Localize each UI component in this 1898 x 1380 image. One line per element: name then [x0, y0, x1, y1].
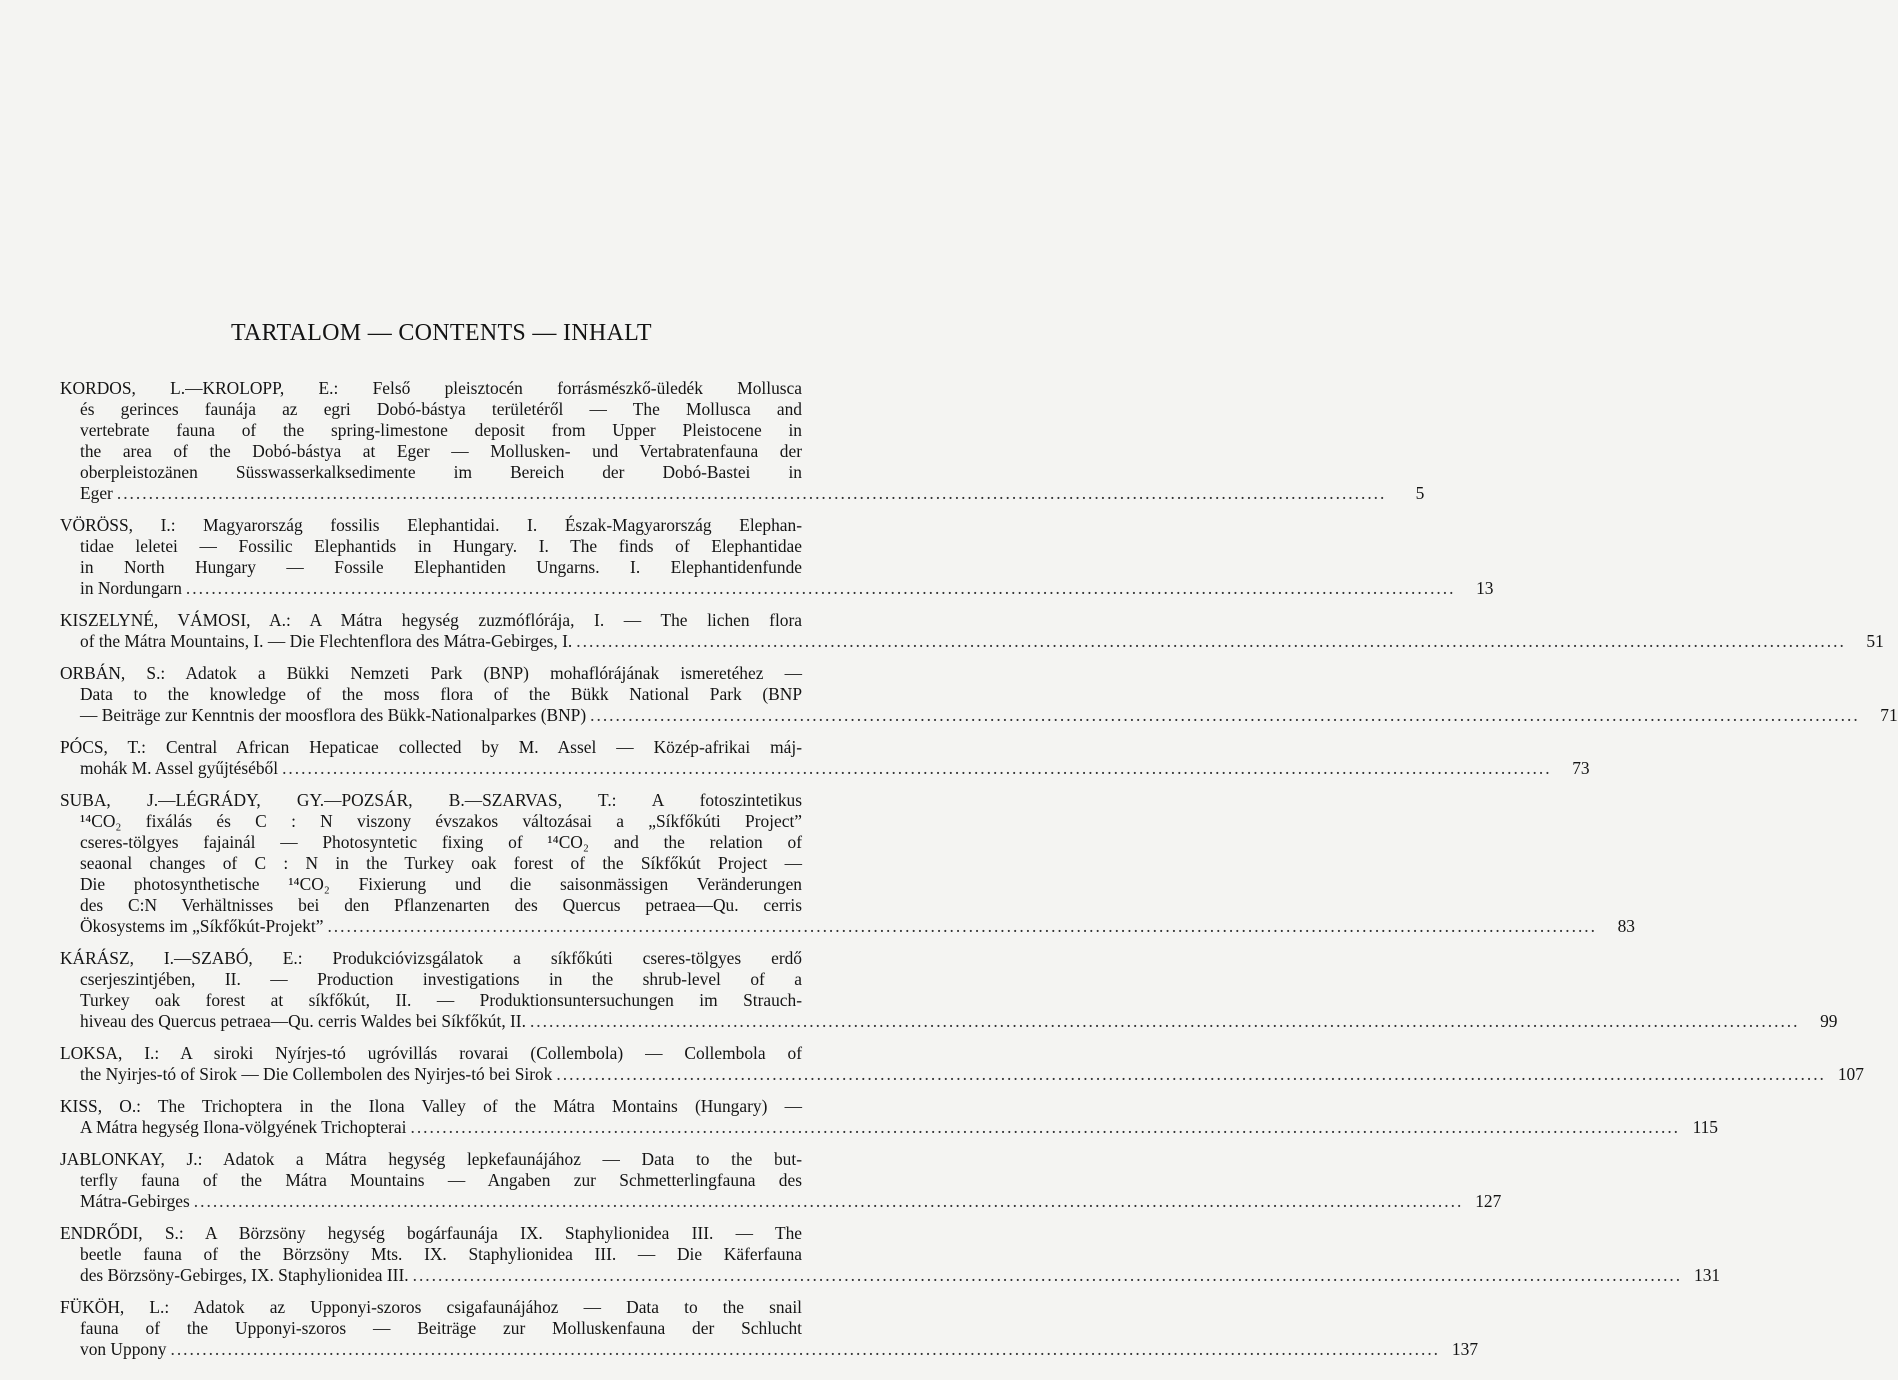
toc-entry-line: [60, 948, 802, 969]
toc-entry-line: [60, 684, 802, 705]
toc-entry-line: [60, 1244, 802, 1265]
toc-entry-text: PÓCS, T.: Central African Hepaticae collected by M. Assel — Közép-afrikai máj-: [60, 737, 802, 757]
toc-entry-line: [60, 399, 802, 420]
toc-entry-text: — Beiträge zur Kenntnis der moosflora des Bükk-Nationalparkes (BNP): [80, 705, 587, 725]
dot-leader: ........................................................................................................................................................................................................: [576, 631, 1846, 651]
toc-entry-text: terfly fauna of the Mátra Mountains — Angaben zur Schmetterlingfauna des: [80, 1170, 802, 1190]
page-number: 5: [1415, 483, 1425, 503]
dot-leader: ........................................................................................................................................................................................................: [170, 1339, 1441, 1359]
toc-entry-text: KORDOS, L.—KROLOPP, E.: Felső pleisztocén forrásmészkő-üledék Mollusca: [60, 378, 802, 398]
dot-leader: ........................................................................................................................................................................................................: [412, 1265, 1683, 1285]
contents-list: [60, 378, 1898, 1371]
toc-entry-line: [60, 515, 802, 536]
toc-entry-text: beetle fauna of the Börzsöny Mts. IX. Staphylionidea III. — Die Käferfauna: [80, 1244, 802, 1264]
toc-entry-text: von Uppony: [80, 1339, 167, 1359]
toc-entry-last-line: [60, 631, 1884, 652]
toc-entry-line: [60, 1043, 802, 1064]
toc-entry-text: seaonal changes of C : N in the Turkey oak forest of the Síkfőkút Project —: [80, 853, 802, 873]
toc-entry-line: [60, 1318, 802, 1339]
page-number: 83: [1617, 916, 1635, 936]
toc-entry-text: fauna of the Upponyi-szoros — Beiträge zur Molluskenfauna der Schlucht: [80, 1318, 802, 1338]
page-number: 107: [1837, 1064, 1864, 1084]
toc-entry-last-line: [60, 1339, 1479, 1360]
dot-leader: ........................................................................................................................................................................................................: [590, 705, 1860, 725]
dot-leader: ........................................................................................................................................................................................................: [193, 1191, 1464, 1211]
toc-entry-text: the Nyirjes-tó of Sirok — Die Collembolen des Nyirjes-tó bei Sirok: [80, 1064, 553, 1084]
toc-entry-text: és gerinces faunája az egri Dobó-bástya területéről — The Mollusca and: [80, 399, 802, 419]
toc-entry-line: [60, 462, 802, 483]
dot-leader: ........................................................................................................................................................................................................: [185, 578, 1456, 598]
dot-leader: ........................................................................................................................................................................................................: [116, 483, 1387, 503]
toc-entry: [60, 1297, 1479, 1360]
toc-entry-last-line: [60, 1011, 1838, 1032]
page-number: 73: [1572, 758, 1590, 778]
toc-entry-line: [60, 378, 802, 399]
toc-entry-text: ENDRŐDI, S.: A Börzsöny hegység bogárfaunája IX. Staphylionidea III. — The: [60, 1223, 802, 1243]
toc-entry-text: SUBA, J.—LÉGRÁDY, GY.—POZSÁR, B.—SZARVAS, T.: A fotoszintetikus: [60, 790, 802, 810]
toc-entry-text: Ökosystems im „Síkfőkút-Projekt”: [80, 916, 324, 936]
page-number: 99: [1820, 1011, 1838, 1031]
toc-entry-line: [60, 1223, 802, 1244]
toc-entry-line: [60, 990, 802, 1011]
toc-entry-last-line: [60, 1064, 1864, 1085]
toc-entry-line: [60, 557, 802, 578]
toc-entry: [60, 610, 1884, 652]
toc-entry-text: A Mátra hegység Ilona-völgyének Trichopterai: [80, 1117, 407, 1137]
toc-entry-text: Data to the knowledge of the moss flora of the Bükk National Park (BNP: [80, 684, 802, 704]
page-number: 131: [1694, 1265, 1721, 1285]
dot-leader: ........................................................................................................................................................................................................: [410, 1117, 1681, 1137]
toc-entry-text: vertebrate fauna of the spring-limestone deposit from Upper Pleistocene in: [80, 420, 802, 440]
toc-entry-text: KÁRÁSZ, I.—SZABÓ, E.: Produkcióvizsgálatok a síkfőkúti cseres-tölgyes erdő: [60, 948, 802, 968]
toc-entry-line: [60, 1297, 802, 1318]
toc-entry-text: LOKSA, I.: A siroki Nyírjes-tó ugróvillás rovarai (Collembola) — Collembola of: [60, 1043, 802, 1063]
dot-leader: ........................................................................................................................................................................................................: [529, 1011, 1800, 1031]
toc-entry: [60, 790, 1635, 937]
toc-entry: [60, 378, 1425, 504]
toc-entry-text: the area of the Dobó-bástya at Eger — Mollusken- und Vertabratenfauna der: [80, 441, 802, 461]
toc-entry-last-line: [60, 758, 1590, 779]
page-number: 51: [1866, 631, 1884, 651]
toc-entry-text: Eger: [80, 483, 113, 503]
page-number: 71: [1880, 705, 1898, 725]
toc-entry-text: Die photosynthetische ¹⁴CO₂ Fixierung und die saisonmässigen Veränderungen: [80, 874, 802, 894]
page-number: 13: [1476, 578, 1494, 598]
toc-entry-line: [60, 790, 802, 811]
page-number: 127: [1475, 1191, 1502, 1211]
toc-entry-line: [60, 895, 802, 916]
dot-leader: ........................................................................................................................................................................................................: [556, 1064, 1826, 1084]
toc-entry-text: hiveau des Quercus petraea—Qu. cerris Waldes bei Síkfőkút, II.: [80, 1011, 526, 1031]
toc-entry-text: Mátra-Gebirges: [80, 1191, 190, 1211]
toc-entry-line: [60, 1096, 802, 1117]
page-heading: TARTALOM — CONTENTS — INHALT: [231, 320, 652, 346]
toc-entry-text: cserjeszintjében, II. — Production investigations in the shrub-level of a: [80, 969, 802, 989]
toc-entry-line: [60, 737, 802, 758]
toc-entry-text: ¹⁴CO₂ fixálás és C : N viszony évszakos változásai a „Síkfőkúti Project”: [80, 811, 802, 831]
toc-entry-last-line: [60, 483, 1425, 504]
toc-entry-text: Turkey oak forest at síkfőkút, II. — Produktionsuntersuchungen im Strauch-: [80, 990, 802, 1010]
toc-entry-line: [60, 969, 802, 990]
page-number: 137: [1451, 1339, 1479, 1359]
toc-entry: [60, 515, 1494, 599]
toc-entry-text: mohák M. Assel gyűjtéséből: [80, 758, 279, 778]
toc-entry-text: in Nordungarn: [80, 578, 182, 598]
toc-entry-text: of the Mátra Mountains, I. — Die Flechtenflora des Mátra-Gebirges, I.: [80, 631, 573, 651]
toc-entry-text: ORBÁN, S.: Adatok a Bükki Nemzeti Park (BNP) mohaflórájának ismeretéhez —: [60, 663, 802, 683]
toc-entry-text: JABLONKAY, J.: Adatok a Mátra hegység lepkefaunájához — Data to the but-: [60, 1149, 802, 1169]
toc-entry: [60, 737, 1590, 779]
toc-entry: [60, 1043, 1864, 1085]
toc-entry-text: in North Hungary — Fossile Elephantiden Ungarns. I. Elephantidenfunde: [80, 557, 802, 577]
toc-entry-text: tidae leletei — Fossilic Elephantids in Hungary. I. The finds of Elephantidae: [80, 536, 802, 556]
toc-entry-last-line: [60, 1117, 1719, 1138]
toc-entry-line: [60, 853, 802, 874]
toc-entry-text: cseres-tölgyes fajainál — Photosyntetic fixing of ¹⁴CO₂ and the relation of: [80, 832, 802, 852]
toc-entry-text: oberpleistozänen Süsswasserkalksedimente im Bereich der Dobó-Bastei in: [80, 462, 802, 482]
toc-entry-line: [60, 874, 802, 895]
toc-entry: [60, 1149, 1502, 1212]
toc-entry: [60, 1096, 1719, 1138]
toc-entry-last-line: [60, 916, 1635, 937]
toc-entry-line: [60, 663, 802, 684]
page-number: 115: [1692, 1117, 1719, 1137]
toc-entry-last-line: [60, 705, 1898, 726]
toc-entry-line: [60, 536, 802, 557]
dot-leader: ........................................................................................................................................................................................................: [282, 758, 1552, 778]
toc-entry: [60, 1223, 1721, 1286]
toc-entry-text: KISS, O.: The Trichoptera in the Ilona Valley of the Mátra Montains (Hungary) —: [60, 1096, 802, 1116]
toc-entry-line: [60, 1149, 802, 1170]
toc-entry: [60, 948, 1838, 1032]
toc-entry-last-line: [60, 1191, 1502, 1212]
toc-entry-text: VÖRÖSS, I.: Magyarország fossilis Elephantidai. I. Észak-Magyarország Elephan-: [60, 515, 802, 535]
toc-entry-line: [60, 811, 802, 832]
toc-entry-text: FÜKÖH, L.: Adatok az Upponyi-szoros csigafaunájához — Data to the snail: [60, 1297, 802, 1317]
toc-entry-last-line: [60, 1265, 1721, 1286]
toc-entry-line: [60, 610, 802, 631]
toc-entry-text: des Börzsöny-Gebirges, IX. Staphylionidea III.: [80, 1265, 409, 1285]
toc-entry-line: [60, 1170, 802, 1191]
toc-entry-line: [60, 832, 802, 853]
toc-entry-text: des C:N Verhältnisses bei den Pflanzenarten des Quercus petraea—Qu. cerris: [80, 895, 802, 915]
toc-entry-line: [60, 441, 802, 462]
dot-leader: ........................................................................................................................................................................................................: [327, 916, 1597, 936]
toc-entry-text: KISZELYNÉ, VÁMOSI, A.: A Mátra hegység zuzmóflórája, I. — The lichen flora: [60, 610, 802, 630]
toc-entry-last-line: [60, 578, 1494, 599]
toc-entry: [60, 663, 1898, 726]
toc-entry-line: [60, 420, 802, 441]
